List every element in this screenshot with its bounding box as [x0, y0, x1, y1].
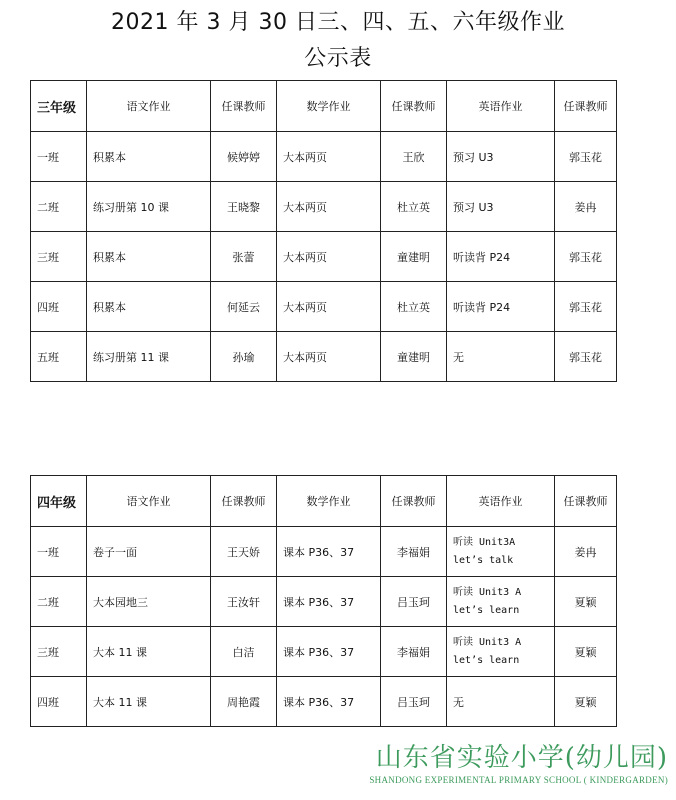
header-teacher: 任课教师 — [211, 476, 277, 527]
header-chinese: 语文作业 — [87, 476, 211, 527]
english-line-2: let’s learn — [453, 654, 520, 666]
english-homework-cell: 听读背 P24 — [447, 232, 555, 282]
header-chinese: 语文作业 — [87, 81, 211, 132]
teacher-cell: 郭玉花 — [555, 232, 617, 282]
teacher-cell: 郭玉花 — [555, 332, 617, 382]
table-row — [31, 577, 617, 627]
chinese-homework-cell: 大本 11 课 — [87, 677, 211, 727]
teacher-cell: 周艳霞 — [211, 677, 277, 727]
math-homework-cell: 课本 P36、37 — [277, 677, 381, 727]
header-english: 英语作业 — [447, 476, 555, 527]
teacher-cell: 白洁 — [211, 627, 277, 677]
chinese-homework-cell: 大本 11 课 — [87, 627, 211, 677]
math-homework-cell: 课本 P36、37 — [277, 627, 381, 677]
math-homework-cell: 大本两页 — [277, 232, 381, 282]
table-header-row — [31, 81, 617, 132]
grade4-homework-table — [30, 475, 617, 727]
chinese-homework-cell: 练习册第 11 课 — [87, 332, 211, 382]
class-cell: 二班 — [31, 577, 87, 627]
math-homework-cell: 课本 P36、37 — [277, 577, 381, 627]
chinese-homework-cell: 积累本 — [87, 232, 211, 282]
math-homework-cell: 大本两页 — [277, 132, 381, 182]
header-teacher: 任课教师 — [381, 81, 447, 132]
teacher-cell: 杜立英 — [381, 282, 447, 332]
chinese-homework-cell: 积累本 — [87, 132, 211, 182]
teacher-cell: 夏颖 — [555, 677, 617, 727]
table-row — [31, 527, 617, 577]
class-cell: 五班 — [31, 332, 87, 382]
teacher-cell: 郭玉花 — [555, 132, 617, 182]
teacher-cell: 吕玉珂 — [381, 677, 447, 727]
table-header-row — [31, 476, 617, 527]
english-homework-cell — [447, 527, 555, 577]
table-row — [31, 232, 617, 282]
english-line-2: let’s talk — [453, 554, 514, 566]
english-line-2: let’s learn — [453, 604, 520, 616]
school-logo — [368, 742, 668, 786]
teacher-cell: 姜冉 — [555, 527, 617, 577]
header-math: 数学作业 — [277, 476, 381, 527]
class-cell: 三班 — [31, 232, 87, 282]
table-row — [31, 627, 617, 677]
chinese-homework-cell: 大本园地三 — [87, 577, 211, 627]
header-teacher: 任课教师 — [211, 81, 277, 132]
english-line-1: 听读 Unit3A — [453, 536, 516, 548]
teacher-cell: 童建明 — [381, 332, 447, 382]
teacher-cell: 候婷婷 — [211, 132, 277, 182]
english-homework-cell — [447, 677, 555, 727]
teacher-cell: 夏颖 — [555, 627, 617, 677]
header-teacher: 任课教师 — [555, 81, 617, 132]
english-line-1: 听读 Unit3 A — [453, 586, 522, 598]
teacher-cell: 杜立英 — [381, 182, 447, 232]
english-homework-cell: 预习 U3 — [447, 182, 555, 232]
table-row — [31, 132, 617, 182]
english-line-1: 听读 Unit3 A — [453, 636, 522, 648]
teacher-cell: 王天娇 — [211, 527, 277, 577]
math-homework-cell: 课本 P36、37 — [277, 527, 381, 577]
grade3-homework-table — [30, 80, 617, 382]
teacher-cell: 童建明 — [381, 232, 447, 282]
teacher-cell: 李福娟 — [381, 527, 447, 577]
english-homework-cell: 无 — [447, 332, 555, 382]
class-cell: 三班 — [31, 627, 87, 677]
school-name-chinese: 山东省实验小学(幼儿园) — [375, 743, 668, 773]
chinese-homework-cell: 练习册第 10 课 — [87, 182, 211, 232]
math-homework-cell: 大本两页 — [277, 182, 381, 232]
header-teacher: 任课教师 — [381, 476, 447, 527]
table-row — [31, 332, 617, 382]
teacher-cell: 王晓黎 — [211, 182, 277, 232]
class-cell: 二班 — [31, 182, 87, 232]
math-homework-cell: 大本两页 — [277, 282, 381, 332]
school-name-english: SHANDONG EXPERIMENTAL PRIMARY SCHOOL ( KINDERGARDEN) — [369, 775, 668, 785]
class-cell: 一班 — [31, 527, 87, 577]
teacher-cell: 郭玉花 — [555, 282, 617, 332]
teacher-cell: 李福娟 — [381, 627, 447, 677]
teacher-cell: 张蕾 — [211, 232, 277, 282]
header-english: 英语作业 — [447, 81, 555, 132]
header-teacher: 任课教师 — [555, 476, 617, 527]
english-homework-cell: 预习 U3 — [447, 132, 555, 182]
grade-label: 三年级 — [31, 81, 87, 132]
table-row — [31, 282, 617, 332]
english-homework-cell — [447, 577, 555, 627]
teacher-cell: 夏颖 — [555, 577, 617, 627]
class-cell: 四班 — [31, 282, 87, 332]
math-homework-cell: 大本两页 — [277, 332, 381, 382]
teacher-cell: 孙瑜 — [211, 332, 277, 382]
table-row — [31, 677, 617, 727]
english-line-1: 无 — [453, 695, 464, 709]
grade-label: 四年级 — [31, 476, 87, 527]
teacher-cell: 何延云 — [211, 282, 277, 332]
teacher-cell: 王欣 — [381, 132, 447, 182]
english-homework-cell: 听读背 P24 — [447, 282, 555, 332]
header-math: 数学作业 — [277, 81, 381, 132]
page-subtitle: 公示表 — [304, 46, 372, 71]
chinese-homework-cell: 积累本 — [87, 282, 211, 332]
teacher-cell: 姜冉 — [555, 182, 617, 232]
english-homework-cell — [447, 627, 555, 677]
chinese-homework-cell: 卷子一面 — [87, 527, 211, 577]
teacher-cell: 王汝轩 — [211, 577, 277, 627]
class-cell: 四班 — [31, 677, 87, 727]
page-title: 2021 年 3 月 30 日三、四、五、六年级作业 — [111, 10, 565, 35]
teacher-cell: 吕玉珂 — [381, 577, 447, 627]
table-row — [31, 182, 617, 232]
class-cell: 一班 — [31, 132, 87, 182]
